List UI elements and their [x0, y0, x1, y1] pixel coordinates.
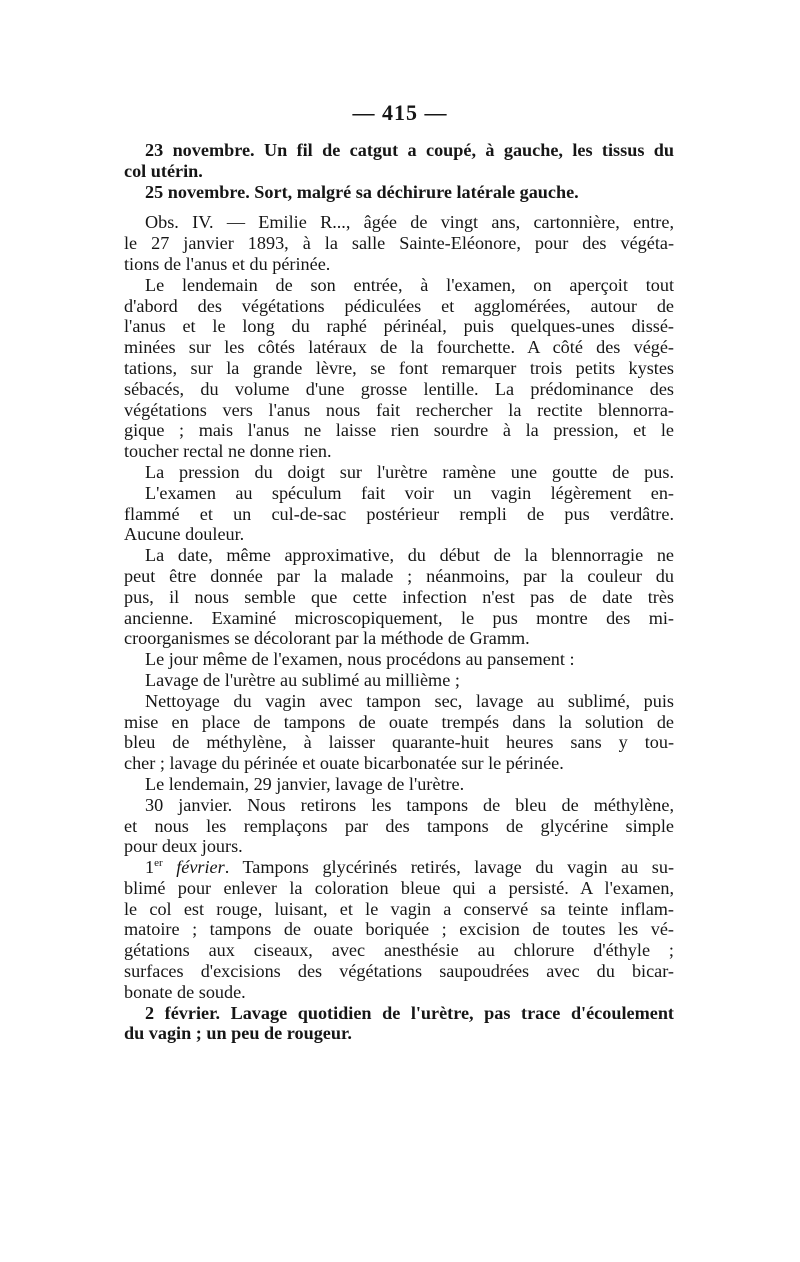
text-line: L'examen au spéculum fait voir un vagin légèrement en-	[145, 482, 674, 503]
text-line: l'anus et le long du raphé périnéal, puis quelques-unes dissé-	[124, 316, 674, 337]
text-line: pus, il nous semble que cette infection n'est pas de date très	[124, 586, 674, 607]
text-line: végétations vers l'anus nous fait rechercher la rectite blennorra-	[124, 399, 674, 420]
text-line: le 27 janvier 1893, à la salle Sainte-Eléonore, pour des végéta-	[124, 233, 674, 254]
text-line: mise en place de tampons de ouate trempés dans la solution de	[124, 711, 674, 732]
text-line: le col est rouge, luisant, et le vagin a conservé sa teinte inflam-	[124, 898, 674, 919]
text-line: Obs. IV. — Emilie R..., âgée de vingt ans, cartonnière, entre,	[145, 212, 674, 233]
paragraph-gap	[124, 202, 674, 212]
text-line: 23 novembre. Un fil de catgut a coupé, à gauche, les tissus du	[145, 140, 674, 160]
text-line: tations, sur la grande lèvre, se font remarquer trois petits kystes	[124, 357, 674, 378]
text-line: peut être donnée par la malade ; néanmoins, par la couleur du	[124, 565, 674, 586]
text-line: 30 janvier. Nous retirons les tampons de bleu de méthylène,	[145, 794, 674, 815]
text-line: 2 février. Lavage quotidien de l'urètre, pas trace d'écoulement	[145, 1002, 674, 1023]
text-line: matoire ; tampons de ouate boriquée ; excision de toutes les vé-	[124, 919, 674, 940]
text-line: du vagin ; un peu de rougeur.	[124, 1023, 352, 1044]
text-line: Nettoyage du vagin avec tampon sec, lavage au sublimé, puis	[145, 690, 674, 711]
text-line: et nous les remplaçons par des tampons de glycérine simple	[124, 815, 674, 836]
text-line: col utérin.	[124, 160, 203, 181]
date-day: 1	[145, 857, 155, 878]
text-line: surfaces d'excisions des végétations saupoudrées avec du bicar-	[124, 961, 674, 982]
text-line: Aucune douleur.	[124, 524, 245, 545]
text-line: La pression du doigt sur l'urètre ramène une goutte de pus.	[145, 461, 674, 482]
page-number: — 415 —	[352, 100, 448, 125]
text-line: cher ; lavage du périnée et ouate bicarbonatée sur le périnée.	[124, 753, 564, 774]
text-line: 1er février. Tampons glycérinés retirés, lavage du vagin au su-	[145, 857, 674, 878]
text-line: toucher rectal ne donne rien.	[124, 441, 332, 462]
text-line: La date, même approximative, du début de la blennorragie ne	[145, 545, 674, 566]
body-text	[124, 140, 674, 1044]
text-line: Le lendemain, 29 janvier, lavage de l'urètre.	[145, 773, 465, 794]
text-line: bonate de soude.	[124, 981, 246, 1002]
text-line: blimé pour enlever la coloration bleue qui a persisté. A l'examen,	[124, 877, 674, 898]
ordinal-suffix: er	[154, 857, 163, 870]
text-line: flammé et un cul-de-sac postérieur rempli de pus verdâtre.	[124, 503, 674, 524]
text-line: pour deux jours.	[124, 836, 243, 857]
text-line: sébacés, du volume d'une grosse lentille. La prédominance des	[124, 378, 674, 399]
text-line: tions de l'anus et du périnée.	[124, 253, 331, 274]
text-line: bleu de méthylène, à laisser quarante-huit heures sans y tou-	[124, 732, 674, 753]
text-line: 25 novembre. Sort, malgré sa déchirure latérale gauche.	[145, 181, 579, 202]
text-line: croorganismes se décolorant par la méthode de Gramm.	[124, 628, 530, 649]
italic-month: février	[162, 857, 225, 878]
text-line: ancienne. Examiné microscopiquement, le pus montre des mi-	[124, 607, 674, 628]
text-line: gétations aux ciseaux, avec anesthésie au chlorure d'éthyle ;	[124, 940, 674, 961]
text-line: gique ; mais l'anus ne laisse rien sourdre à la pression, et le	[124, 420, 674, 441]
text-line: Le jour même de l'examen, nous procédons au pansement :	[145, 649, 575, 670]
text-line: Lavage de l'urètre au sublimé au millième ;	[145, 669, 460, 690]
text-line: minées sur les côtés latéraux de la fourchette. A côté des végé-	[124, 337, 674, 358]
text-line: Le lendemain de son entrée, à l'examen, on aperçoit tout	[145, 274, 674, 295]
text-line: d'abord des végétations pédiculées et agglomérées, autour de	[124, 295, 674, 316]
